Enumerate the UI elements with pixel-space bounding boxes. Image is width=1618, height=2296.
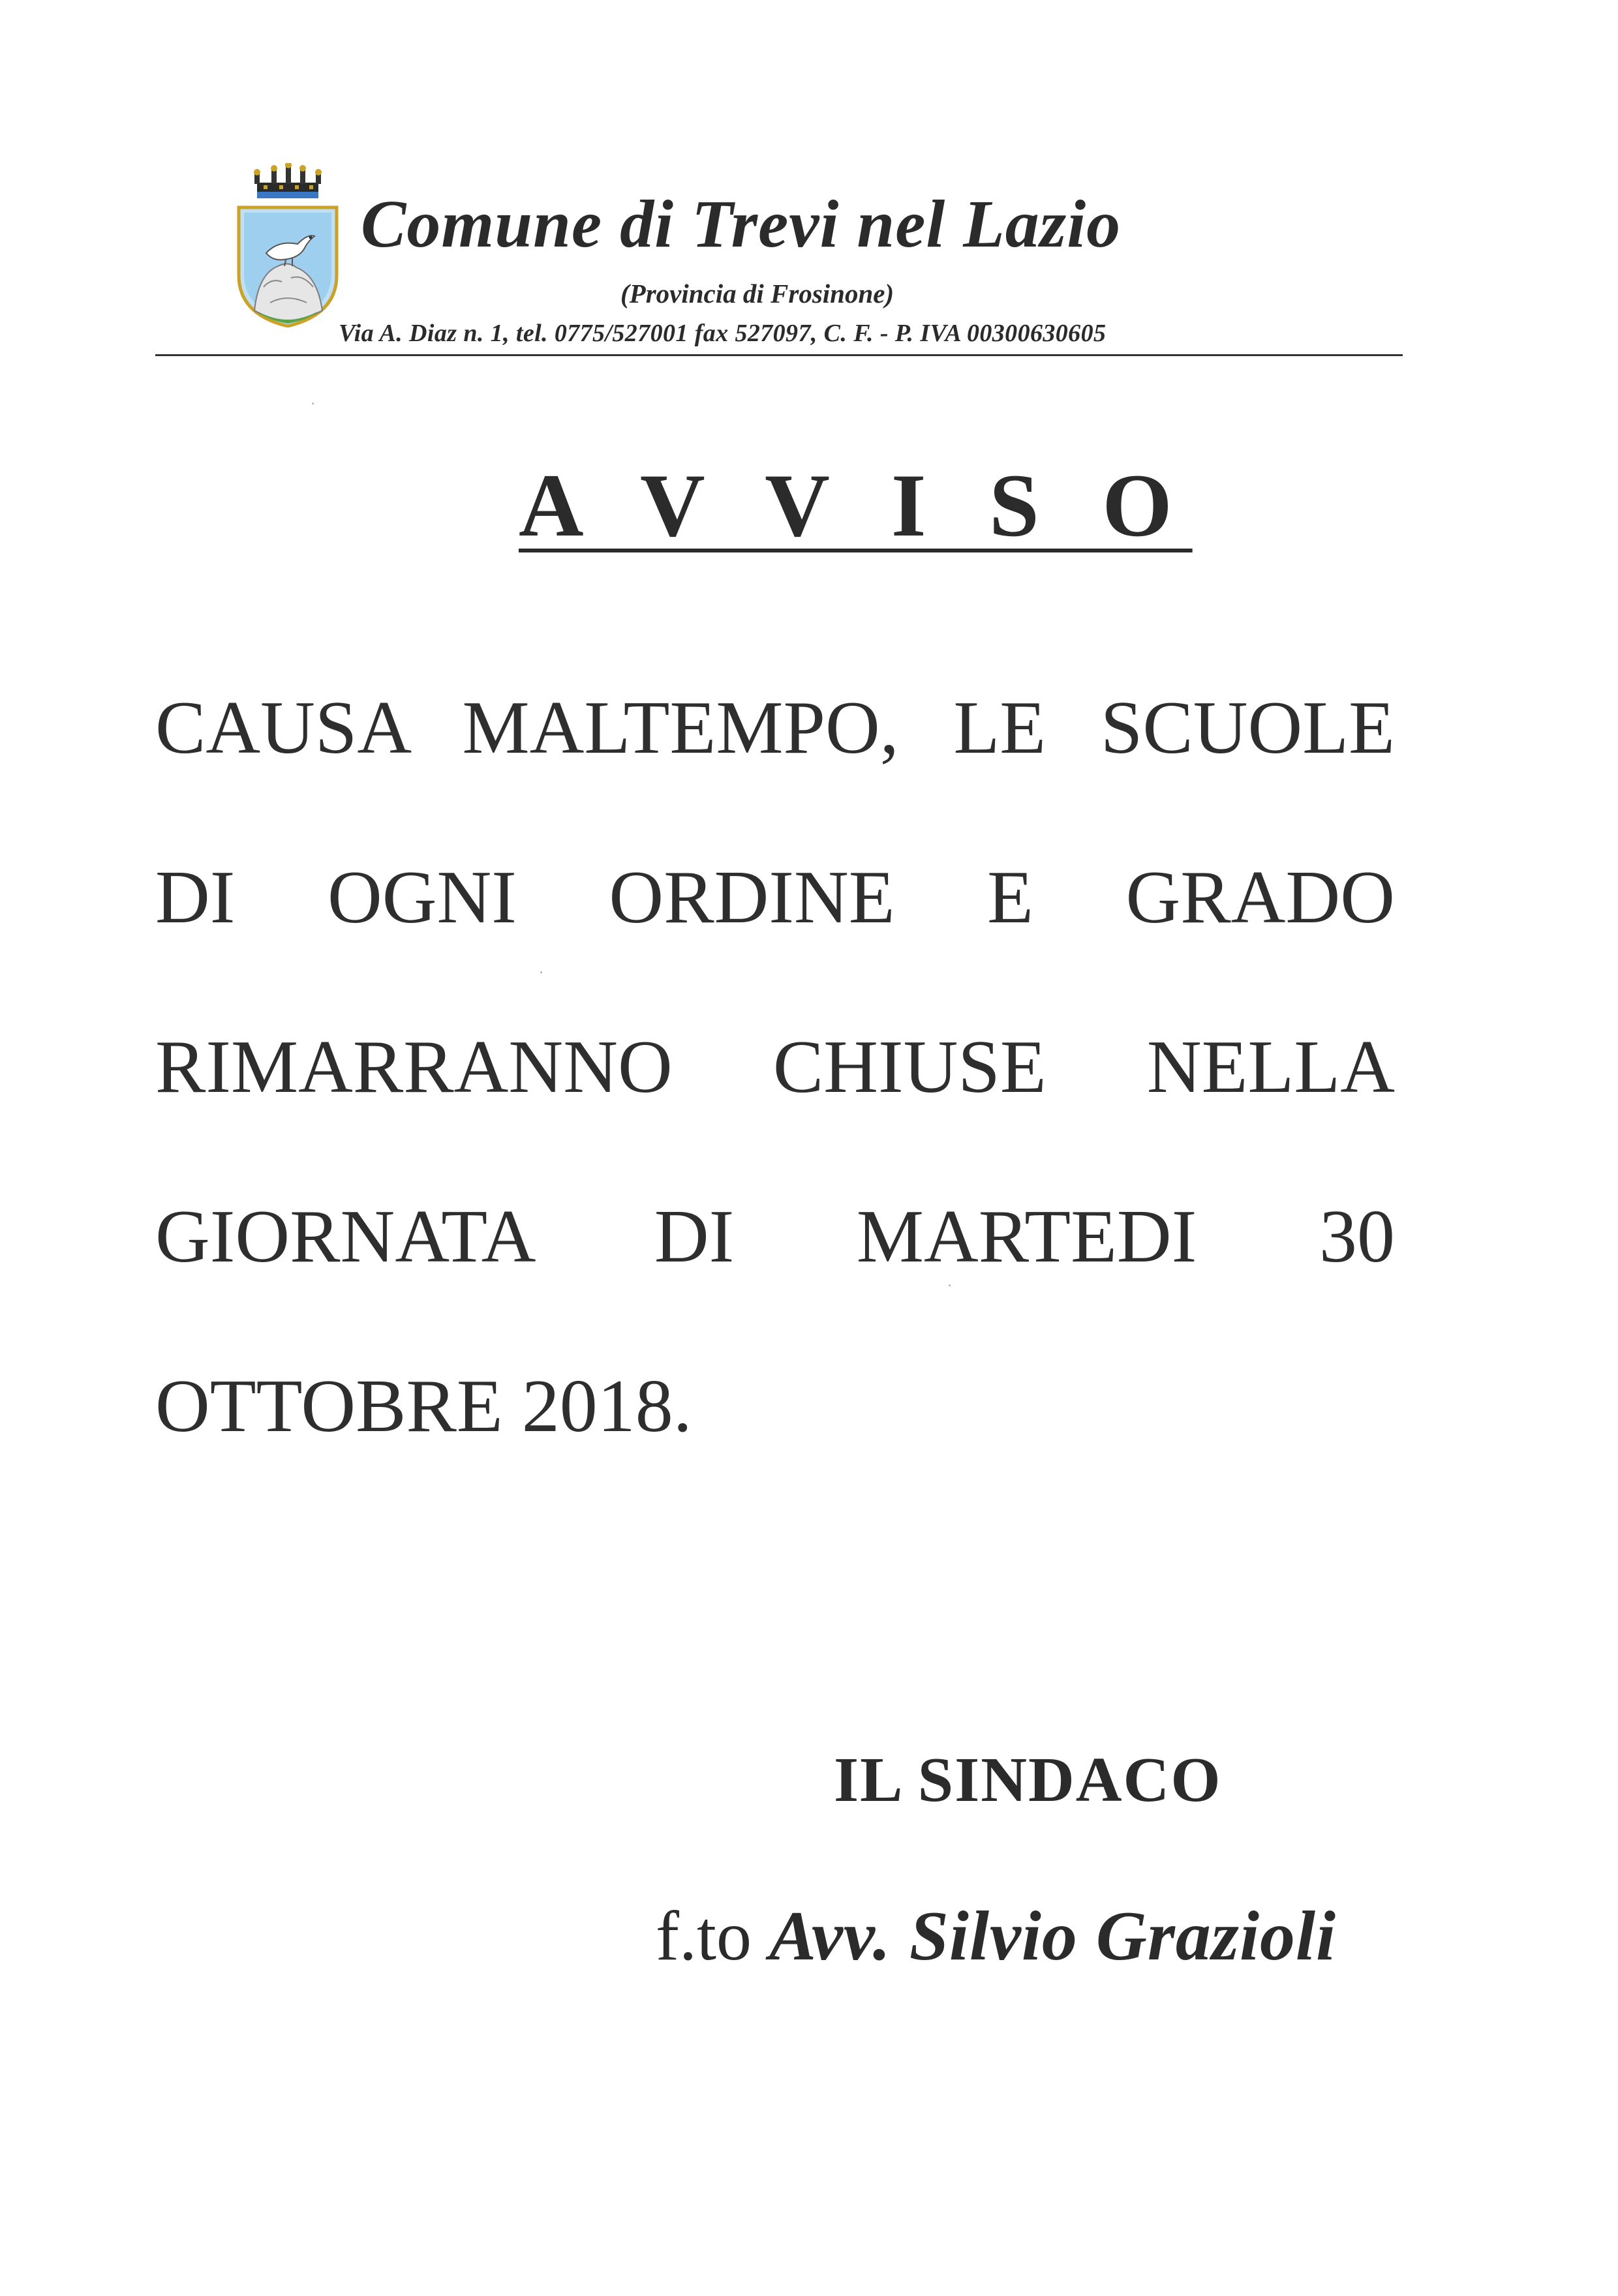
notice-title: A V V I S O [519,455,1193,555]
letterhead [155,163,1403,359]
signature-name: Avv. Silvio Grazioli [769,1897,1336,1975]
notice-line: GIORNATA DI MARTEDI 30 [155,1195,1395,1278]
notice-line: CAUSA MALTEMPO, LE SCUOLE [155,686,1395,770]
notice-line: OTTOBRE 2018. [155,1365,692,1448]
scan-speck: · [311,395,316,412]
notice-line: RIMARRANNO CHIUSE NELLA [155,1025,1395,1109]
signature-role: IL SINDACO [834,1745,1222,1815]
signature-prefix: f.to [656,1897,752,1975]
notice-line: DI OGNI ORDINE E GRADO [155,856,1395,939]
crown-icon [254,163,322,198]
header-divider [155,354,1403,356]
coat-of-arms-icon [232,163,343,327]
scan-speck: · [947,1277,953,1293]
contact-details: Via A. Diaz n. 1, tel. 0775/527001 fax 527097, C. F. - P. IVA 00300630605 [339,320,1107,347]
scan-speck: · [539,964,544,980]
municipality-name: Comune di Trevi nel Lazio [361,187,1122,262]
signature-line [656,1897,1336,1975]
province-label: (Provincia di Frosinone) [620,279,894,309]
